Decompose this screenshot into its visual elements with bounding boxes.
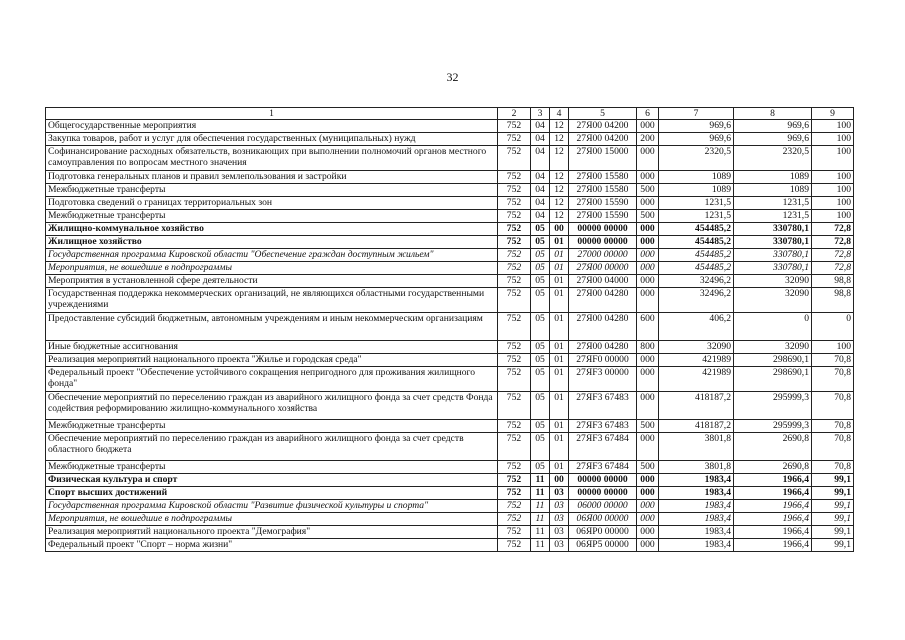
subsection-code: 01: [550, 367, 569, 392]
expense-type-code: 000: [637, 367, 659, 392]
ministry-code: 752: [498, 367, 531, 392]
executed-amount: 969,6: [734, 133, 812, 146]
executed-amount: 295999,3: [734, 392, 812, 420]
section-code: 05: [531, 341, 550, 354]
planned-amount: 1983,4: [659, 500, 734, 513]
execution-percent: 70,8: [812, 433, 854, 461]
target-code: 27Я00 04280: [569, 313, 637, 341]
executed-amount: 298690,1: [734, 367, 812, 392]
row-name: Государственная программа Кировской области "Развитие физической культуры и спорта": [46, 500, 498, 513]
target-code: 27ЯF3 67483: [569, 392, 637, 420]
row-name: Федеральный проект "Спорт – норма жизни": [46, 539, 498, 552]
section-code: 05: [531, 262, 550, 275]
execution-percent: 99,1: [812, 500, 854, 513]
executed-amount: 969,6: [734, 120, 812, 133]
planned-amount: 1231,5: [659, 210, 734, 223]
section-code: 05: [531, 288, 550, 313]
executed-amount: 1966,4: [734, 487, 812, 500]
execution-percent: 98,8: [812, 288, 854, 313]
ministry-code: 752: [498, 392, 531, 420]
subsection-code: 01: [550, 313, 569, 341]
executed-amount: 330780,1: [734, 223, 812, 236]
target-code: 27Я00 04000: [569, 275, 637, 288]
target-code: 00000 00000: [569, 223, 637, 236]
row-name: Спорт высших достижений: [46, 487, 498, 500]
execution-percent: 70,8: [812, 354, 854, 367]
execution-percent: 99,1: [812, 513, 854, 526]
target-code: 27Я00 15580: [569, 171, 637, 184]
ministry-code: 752: [498, 474, 531, 487]
ministry-code: 752: [498, 313, 531, 341]
table-row: [46, 367, 854, 392]
table-row: [46, 197, 854, 210]
subsection-code: 01: [550, 420, 569, 433]
header-col-8: 8: [734, 108, 812, 120]
row-name: Межбюджетные трансферты: [46, 210, 498, 223]
header-col-7: 7: [659, 108, 734, 120]
table-row: [46, 433, 854, 461]
row-name: Межбюджетные трансферты: [46, 184, 498, 197]
planned-amount: 418187,2: [659, 420, 734, 433]
subsection-code: 01: [550, 354, 569, 367]
executed-amount: 1966,4: [734, 474, 812, 487]
target-code: 27Я00 15580: [569, 184, 637, 197]
row-name: Жилищно-коммунальное хозяйство: [46, 223, 498, 236]
execution-percent: 99,1: [812, 474, 854, 487]
ministry-code: 752: [498, 500, 531, 513]
ministry-code: 752: [498, 262, 531, 275]
planned-amount: 1983,4: [659, 526, 734, 539]
subsection-code: 01: [550, 288, 569, 313]
section-code: 05: [531, 275, 550, 288]
table-row: [46, 262, 854, 275]
target-code: 27ЯF0 00000: [569, 354, 637, 367]
section-code: 04: [531, 210, 550, 223]
header-col-4: 4: [550, 108, 569, 120]
ministry-code: 752: [498, 184, 531, 197]
execution-percent: 100: [812, 171, 854, 184]
expense-type-code: 600: [637, 313, 659, 341]
subsection-code: 03: [550, 487, 569, 500]
planned-amount: 454485,2: [659, 236, 734, 249]
table-row: [46, 313, 854, 341]
target-code: 27ЯF3 67484: [569, 433, 637, 461]
planned-amount: 3801,8: [659, 433, 734, 461]
execution-percent: 70,8: [812, 420, 854, 433]
planned-amount: 421989: [659, 367, 734, 392]
expense-type-code: 000: [637, 120, 659, 133]
subsection-code: 01: [550, 461, 569, 474]
section-code: 05: [531, 461, 550, 474]
table-row: [46, 341, 854, 354]
subsection-code: 01: [550, 236, 569, 249]
row-name: Предоставление субсидий бюджетным, автономным учреждениям и иным некоммерческим организациям: [46, 313, 498, 341]
execution-percent: 70,8: [812, 367, 854, 392]
target-code: 06ЯР5 00000: [569, 539, 637, 552]
target-code: 27Я00 00000: [569, 262, 637, 275]
planned-amount: 454485,2: [659, 262, 734, 275]
executed-amount: 295999,3: [734, 420, 812, 433]
ministry-code: 752: [498, 210, 531, 223]
expense-type-code: 000: [637, 197, 659, 210]
planned-amount: 1089: [659, 184, 734, 197]
header-col-2: 2: [498, 108, 531, 120]
planned-amount: 32090: [659, 341, 734, 354]
execution-percent: 100: [812, 341, 854, 354]
section-code: 11: [531, 526, 550, 539]
table-row: [46, 288, 854, 313]
executed-amount: 330780,1: [734, 262, 812, 275]
target-code: 00000 00000: [569, 236, 637, 249]
expense-type-code: 500: [637, 461, 659, 474]
execution-percent: 100: [812, 146, 854, 171]
section-code: 11: [531, 500, 550, 513]
ministry-code: 752: [498, 341, 531, 354]
subsection-code: 12: [550, 133, 569, 146]
row-name: Обеспечение мероприятий по переселению граждан из аварийного жилищного фонда за счет средств областного бюджета: [46, 433, 498, 461]
section-code: 04: [531, 146, 550, 171]
row-name: Межбюджетные трансферты: [46, 420, 498, 433]
expense-type-code: 000: [637, 146, 659, 171]
table-row: [46, 210, 854, 223]
planned-amount: 1983,4: [659, 513, 734, 526]
execution-percent: 99,1: [812, 526, 854, 539]
row-name: Физическая культура и спорт: [46, 474, 498, 487]
expense-type-code: 000: [637, 539, 659, 552]
ministry-code: 752: [498, 513, 531, 526]
section-code: 05: [531, 236, 550, 249]
executed-amount: 1966,4: [734, 526, 812, 539]
table-row: [46, 539, 854, 552]
execution-percent: 70,8: [812, 461, 854, 474]
target-code: 27Я00 04200: [569, 133, 637, 146]
expense-type-code: 500: [637, 210, 659, 223]
expense-type-code: 000: [637, 500, 659, 513]
subsection-code: 00: [550, 223, 569, 236]
header-col-6: 6: [637, 108, 659, 120]
planned-amount: 1983,4: [659, 474, 734, 487]
ministry-code: 752: [498, 249, 531, 262]
expense-type-code: 000: [637, 171, 659, 184]
ministry-code: 752: [498, 487, 531, 500]
target-code: 06ЯР0 00000: [569, 526, 637, 539]
row-name: Межбюджетные трансферты: [46, 461, 498, 474]
ministry-code: 752: [498, 433, 531, 461]
expense-type-code: 000: [637, 513, 659, 526]
subsection-code: 01: [550, 433, 569, 461]
row-name: Подготовка сведений о границах территориальных зон: [46, 197, 498, 210]
section-code: 05: [531, 313, 550, 341]
planned-amount: 32496,2: [659, 275, 734, 288]
table-body: [46, 120, 854, 552]
subsection-code: 01: [550, 262, 569, 275]
planned-amount: 1983,4: [659, 539, 734, 552]
row-name: Реализация мероприятий национального проекта "Жилье и городская среда": [46, 354, 498, 367]
executed-amount: 1966,4: [734, 539, 812, 552]
expense-type-code: 000: [637, 526, 659, 539]
execution-percent: 72,8: [812, 262, 854, 275]
expense-type-code: 500: [637, 420, 659, 433]
planned-amount: 1231,5: [659, 197, 734, 210]
table-row: [46, 461, 854, 474]
executed-amount: 32090: [734, 275, 812, 288]
executed-amount: 298690,1: [734, 354, 812, 367]
ministry-code: 752: [498, 133, 531, 146]
planned-amount: 969,6: [659, 120, 734, 133]
planned-amount: 3801,8: [659, 461, 734, 474]
target-code: 27000 00000: [569, 249, 637, 262]
subsection-code: 01: [550, 341, 569, 354]
expense-type-code: 000: [637, 354, 659, 367]
expense-type-code: 000: [637, 262, 659, 275]
expense-type-code: 000: [637, 392, 659, 420]
section-code: 05: [531, 367, 550, 392]
section-code: 11: [531, 474, 550, 487]
execution-percent: 99,1: [812, 539, 854, 552]
execution-percent: 100: [812, 120, 854, 133]
execution-percent: 98,8: [812, 275, 854, 288]
table-row: [46, 526, 854, 539]
budget-table: [45, 107, 854, 552]
table-row: [46, 223, 854, 236]
execution-percent: 70,8: [812, 392, 854, 420]
ministry-code: 752: [498, 236, 531, 249]
subsection-code: 03: [550, 500, 569, 513]
target-code: 00000 00000: [569, 487, 637, 500]
section-code: 05: [531, 420, 550, 433]
planned-amount: 969,6: [659, 133, 734, 146]
executed-amount: 32090: [734, 288, 812, 313]
expense-type-code: 000: [637, 487, 659, 500]
table-row: [46, 120, 854, 133]
execution-percent: 100: [812, 197, 854, 210]
subsection-code: 12: [550, 197, 569, 210]
target-code: 27ЯF3 67484: [569, 461, 637, 474]
subsection-code: 12: [550, 146, 569, 171]
execution-percent: 72,8: [812, 223, 854, 236]
target-code: 27Я00 15590: [569, 210, 637, 223]
row-name: Иные бюджетные ассигнования: [46, 341, 498, 354]
header-col-9: 9: [812, 108, 854, 120]
target-code: 06Я00 00000: [569, 513, 637, 526]
subsection-code: 01: [550, 249, 569, 262]
ministry-code: 752: [498, 420, 531, 433]
section-code: 04: [531, 171, 550, 184]
subsection-code: 12: [550, 120, 569, 133]
row-name: Жилищное хозяйство: [46, 236, 498, 249]
row-name: Мероприятия в установленной сфере деятельности: [46, 275, 498, 288]
table-row: [46, 275, 854, 288]
execution-percent: 100: [812, 184, 854, 197]
expense-type-code: 500: [637, 184, 659, 197]
execution-percent: 72,8: [812, 249, 854, 262]
header-row: [46, 108, 854, 120]
expense-type-code: 000: [637, 236, 659, 249]
target-code: 06000 00000: [569, 500, 637, 513]
section-code: 05: [531, 249, 550, 262]
table-row: [46, 420, 854, 433]
header-col-1: 1: [46, 108, 498, 120]
row-name: Мероприятия, не вошедшие в подпрограммы: [46, 262, 498, 275]
executed-amount: 330780,1: [734, 249, 812, 262]
execution-percent: 100: [812, 133, 854, 146]
executed-amount: 2690,8: [734, 433, 812, 461]
planned-amount: 32496,2: [659, 288, 734, 313]
executed-amount: 1089: [734, 184, 812, 197]
ministry-code: 752: [498, 146, 531, 171]
ministry-code: 752: [498, 171, 531, 184]
row-name: Софинансирование расходных обязательств, возникающих при выполнении полномочий органов местного самоуправления по вопросам местного значения: [46, 146, 498, 171]
target-code: 27Я00 04280: [569, 341, 637, 354]
table-row: [46, 474, 854, 487]
ministry-code: 752: [498, 539, 531, 552]
page-number: 32: [446, 70, 459, 84]
expense-type-code: 000: [637, 249, 659, 262]
execution-percent: 72,8: [812, 236, 854, 249]
executed-amount: 1966,4: [734, 500, 812, 513]
subsection-code: 00: [550, 474, 569, 487]
table-row: [46, 500, 854, 513]
section-code: 05: [531, 354, 550, 367]
subsection-code: 03: [550, 526, 569, 539]
planned-amount: 1983,4: [659, 487, 734, 500]
table-row: [46, 133, 854, 146]
expense-type-code: 000: [637, 223, 659, 236]
subsection-code: 12: [550, 171, 569, 184]
table-row: [46, 171, 854, 184]
target-code: 27Я00 15000: [569, 146, 637, 171]
planned-amount: 454485,2: [659, 249, 734, 262]
expense-type-code: 000: [637, 288, 659, 313]
subsection-code: 01: [550, 275, 569, 288]
table-row: [46, 513, 854, 526]
ministry-code: 752: [498, 354, 531, 367]
table-row: [46, 146, 854, 171]
subsection-code: 03: [550, 513, 569, 526]
planned-amount: 421989: [659, 354, 734, 367]
ministry-code: 752: [498, 288, 531, 313]
planned-amount: 454485,2: [659, 223, 734, 236]
row-name: Реализация мероприятий национального проекта "Демография": [46, 526, 498, 539]
section-code: 11: [531, 513, 550, 526]
executed-amount: 1231,5: [734, 210, 812, 223]
expense-type-code: 000: [637, 474, 659, 487]
section-code: 04: [531, 120, 550, 133]
table-row: [46, 392, 854, 420]
header-col-3: 3: [531, 108, 550, 120]
row-name: Государственная поддержка некоммерческих организаций, не являющихся областными государственными учреждениями: [46, 288, 498, 313]
section-code: 04: [531, 197, 550, 210]
section-code: 11: [531, 487, 550, 500]
planned-amount: 2320,5: [659, 146, 734, 171]
row-name: Обеспечение мероприятий по переселению граждан из аварийного жилищного фонда за счет средств Фонда содействия реформированию жилищно-коммунального хозяйства: [46, 392, 498, 420]
table-row: [46, 249, 854, 262]
subsection-code: 03: [550, 539, 569, 552]
execution-percent: 0: [812, 313, 854, 341]
subsection-code: 12: [550, 210, 569, 223]
executed-amount: 2690,8: [734, 461, 812, 474]
ministry-code: 752: [498, 275, 531, 288]
planned-amount: 406,2: [659, 313, 734, 341]
execution-percent: 99,1: [812, 487, 854, 500]
planned-amount: 1089: [659, 171, 734, 184]
section-code: 04: [531, 133, 550, 146]
table-row: [46, 354, 854, 367]
executed-amount: 1966,4: [734, 513, 812, 526]
executed-amount: 1089: [734, 171, 812, 184]
ministry-code: 752: [498, 197, 531, 210]
table-row: [46, 487, 854, 500]
row-name: Федеральный проект "Обеспечение устойчивого сокращения непригодного для проживания жилищного фонда": [46, 367, 498, 392]
executed-amount: 0: [734, 313, 812, 341]
subsection-code: 01: [550, 392, 569, 420]
row-name: Государственная программа Кировской области "Обеспечение граждан доступным жильем": [46, 249, 498, 262]
executed-amount: 330780,1: [734, 236, 812, 249]
expense-type-code: 200: [637, 133, 659, 146]
section-code: 05: [531, 433, 550, 461]
expense-type-code: 800: [637, 341, 659, 354]
executed-amount: 2320,5: [734, 146, 812, 171]
row-name: Общегосударственные мероприятия: [46, 120, 498, 133]
section-code: 05: [531, 392, 550, 420]
executed-amount: 32090: [734, 341, 812, 354]
ministry-code: 752: [498, 120, 531, 133]
ministry-code: 752: [498, 223, 531, 236]
table-row: [46, 236, 854, 249]
ministry-code: 752: [498, 526, 531, 539]
row-name: Мероприятия, не вошедшие в подпрограммы: [46, 513, 498, 526]
section-code: 05: [531, 223, 550, 236]
row-name: Закупка товаров, работ и услуг для обеспечения государственных (муниципальных) нужд: [46, 133, 498, 146]
expense-type-code: 000: [637, 275, 659, 288]
executed-amount: 1231,5: [734, 197, 812, 210]
target-code: 00000 00000: [569, 474, 637, 487]
expense-type-code: 000: [637, 433, 659, 461]
subsection-code: 12: [550, 184, 569, 197]
section-code: 11: [531, 539, 550, 552]
row-name: Подготовка генеральных планов и правил землепользования и застройки: [46, 171, 498, 184]
table-row: [46, 184, 854, 197]
target-code: 27ЯF3 00000: [569, 367, 637, 392]
target-code: 27Я00 15590: [569, 197, 637, 210]
target-code: 27ЯF3 67483: [569, 420, 637, 433]
planned-amount: 418187,2: [659, 392, 734, 420]
ministry-code: 752: [498, 461, 531, 474]
target-code: 27Я00 04280: [569, 288, 637, 313]
section-code: 04: [531, 184, 550, 197]
target-code: 27Я00 04200: [569, 120, 637, 133]
execution-percent: 100: [812, 210, 854, 223]
header-col-5: 5: [569, 108, 637, 120]
